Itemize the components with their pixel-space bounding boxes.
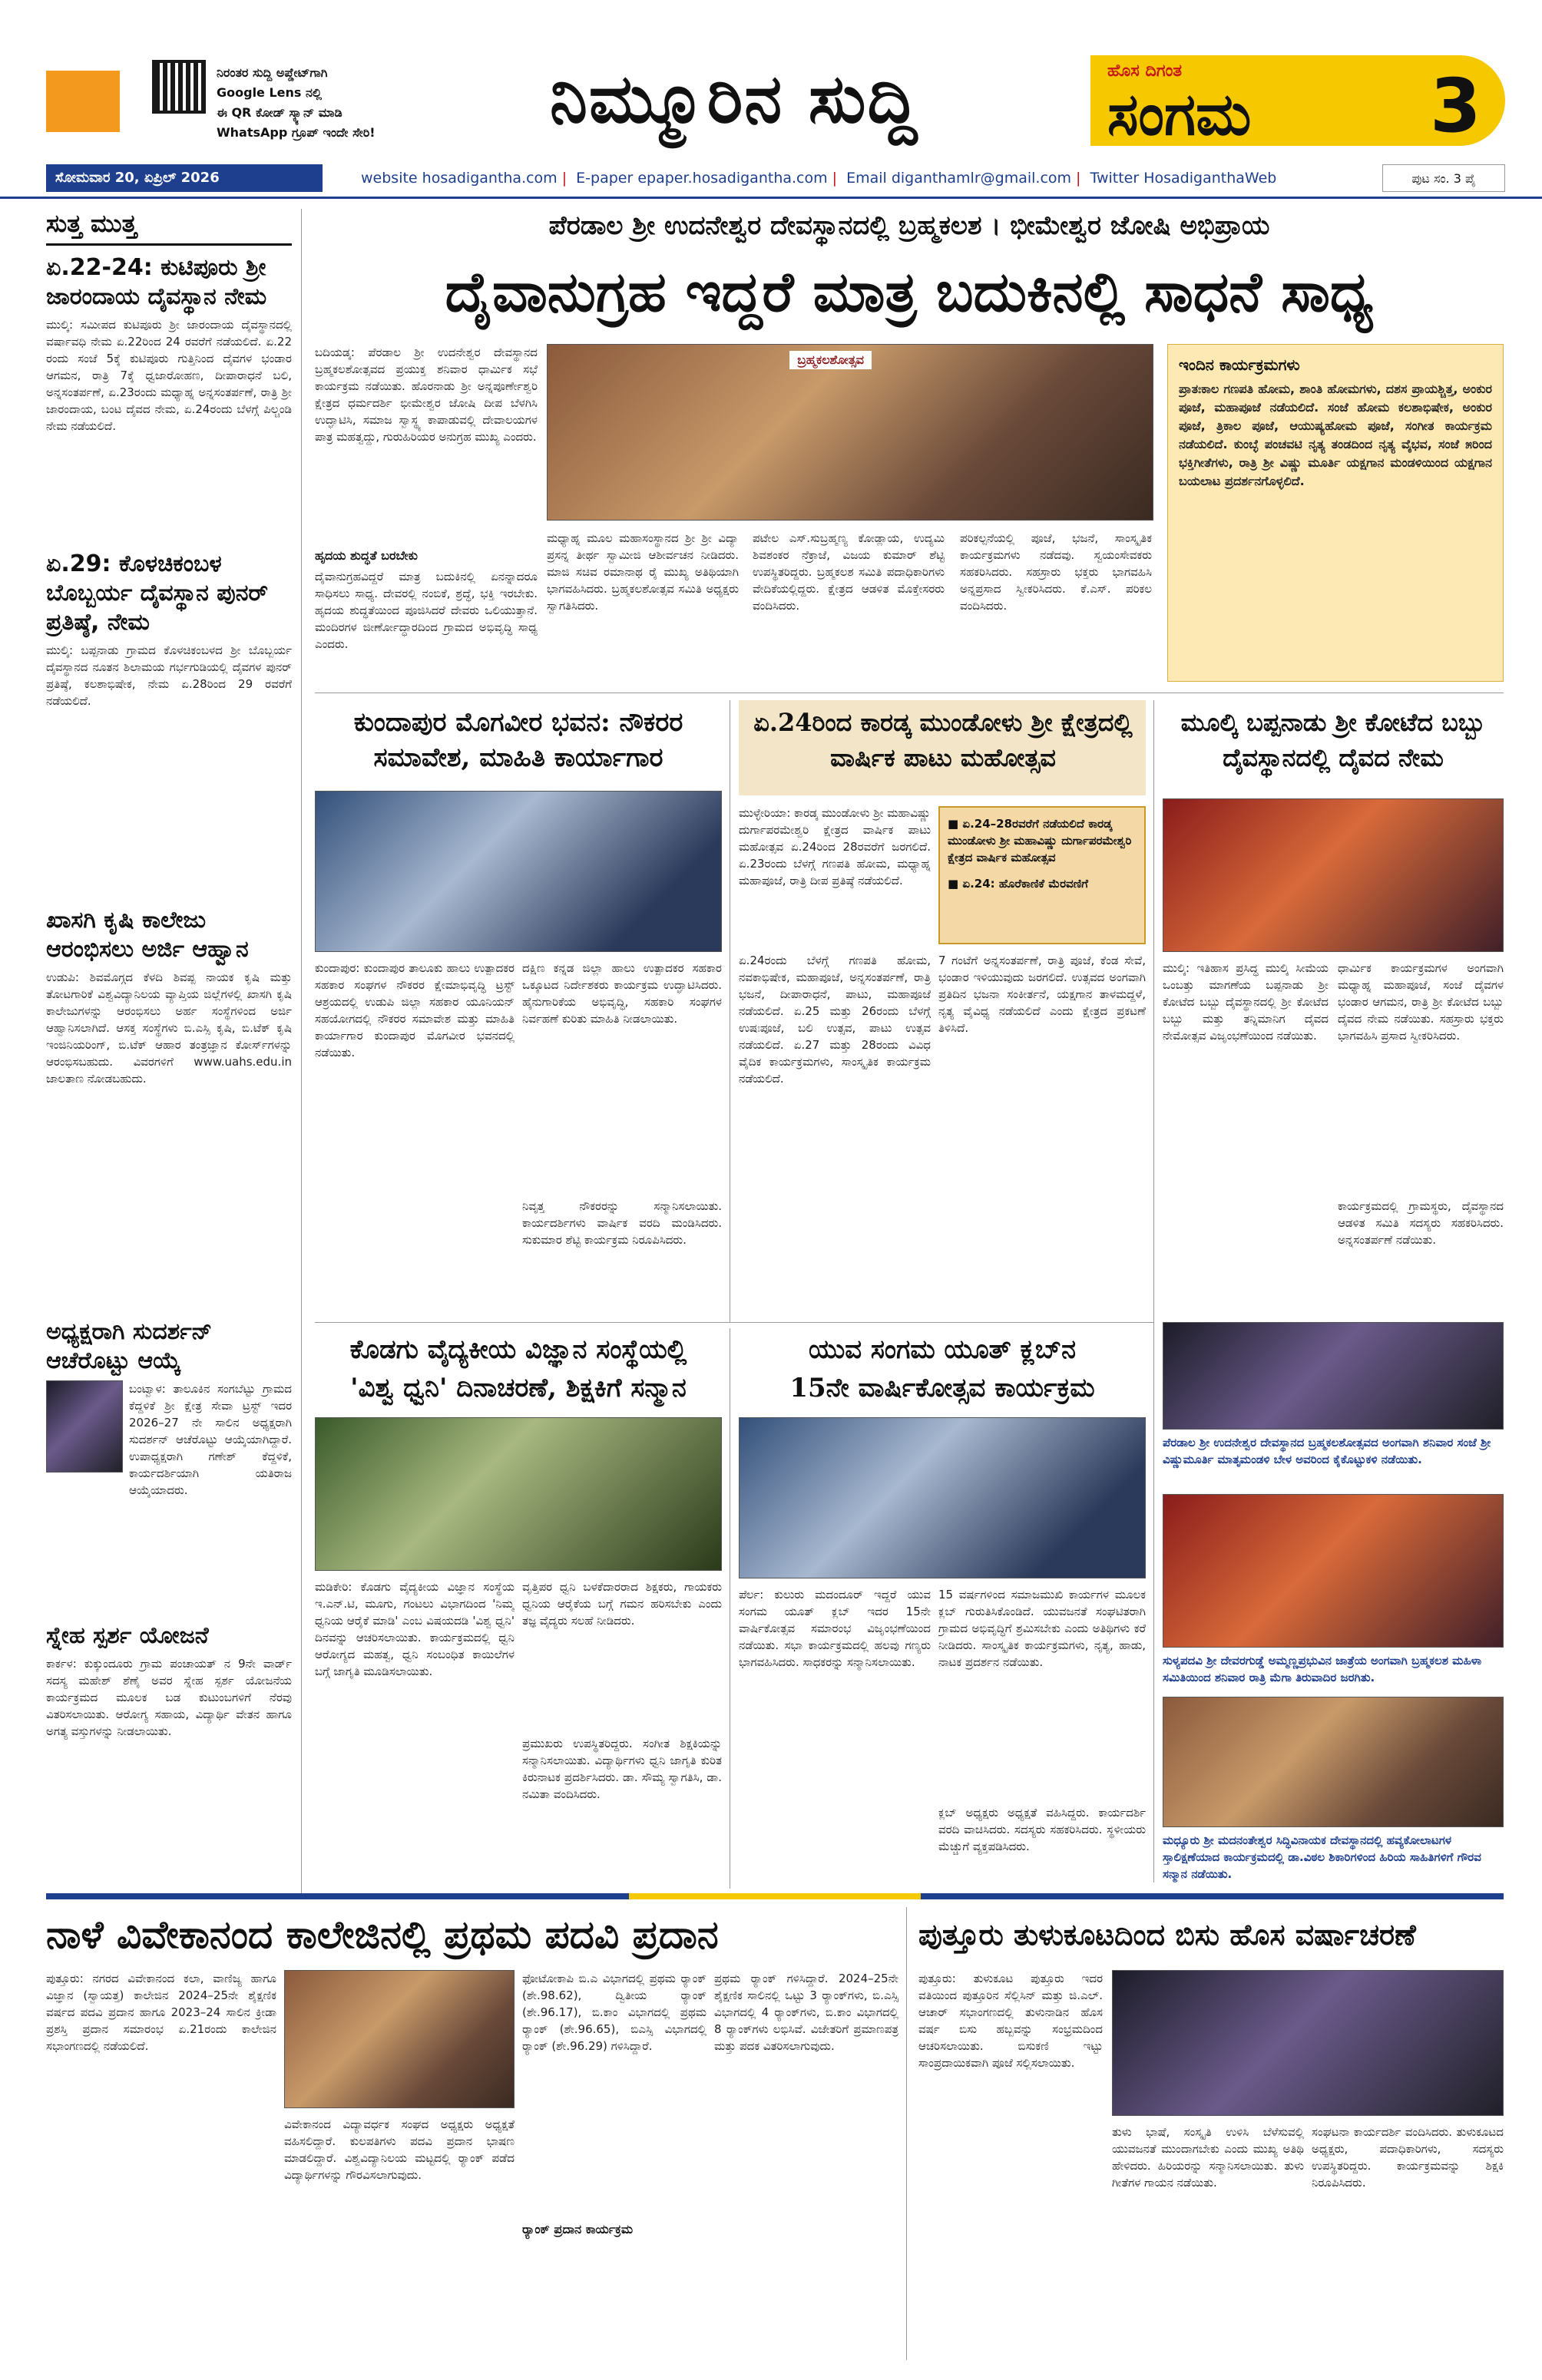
- lead-col-3: ಪಟೇಲ ಎಸ್.ಸುಬ್ರಹ್ಮಣ್ಯ ಕೋಡ್ಲಾಯ, ಉದ್ಯಮಿ ಶಿವಶಂಕರ ನೆಕ್ರಾಜೆ, ವಿಜಯ ಕುಮಾರ್ ಶೆಟ್ಟಿ ಉಪಸ್ಥಿತರಿದ್ದರು. ಬ್ರಹ್ಮಕಲಶ ಸಮಿತಿ ಪದಾಧಿಕಾರಿಗಳು ವೇದಿಕೆಯಲ್ಲಿದ್ದರು. ಕ್ಷೇತ್ರದ ಆಡಳಿತ ಮೊಕ್ತೇಸರರು ವಂದಿಸಿದರು.: [753, 531, 945, 613]
- brand-name: ಹೊಸ ದಿಗಂತ: [1107, 61, 1183, 81]
- sidebar-news-2-headline: ಏ.29: ಕೊಳಚಿಕಂಬಳ ಬೊಬ್ಬರ್ಯ ದೈವಸ್ಥಾನ ಪುನರ್ ಪ್ರತಿಷ್ಠೆ, ನೇಮ: [46, 550, 268, 636]
- twitter-link[interactable]: Twitter HosadiganthaWeb: [1090, 170, 1277, 187]
- qr-line-3: ಈ QR ಕೋಡ್ ಸ್ಕ್ಯಾನ್ ಮಾಡಿ: [217, 105, 342, 120]
- sidebar-title: ಸುತ್ತ ಮುತ್ತ: [46, 209, 292, 246]
- lead-kicker: ಪೆರಡಾಲ ಶ್ರೀ ಉದನೇಶ್ವರ ದೇವಸ್ಥಾನದಲ್ಲಿ ಬ್ರಹ್ಮಕಲಶ । ಭೀಮೇಶ್ವರ ಜೋಷಿ ಅಭಿಪ್ರಾಯ: [548, 210, 1270, 241]
- kodagu-body-1: ಮಡಿಕೇರಿ: ಕೊಡಗು ವೈದ್ಯಕೀಯ ವಿಜ್ಞಾನ ಸಂಸ್ಥೆಯ ಇ.ಎನ್.ಟಿ, ಮೂಗು, ಗಂಟಲು ವಿಭಾಗದಿಂದ 'ನಿಮ್ಮ ಧ್ವನಿಯ ಆರೈಕೆ ಮಾಡಿ' ಎಂಬ ವಿಷಯದಡಿ 'ವಿಶ್ವ ಧ್ವನಿ' ದಿನವನ್ನು ಆಚರಿಸಲಾಯಿತು. ಕಾರ್ಯಕ್ರಮದಲ್ಲಿ ಧ್ವನಿ ಆರೋಗ್ಯದ ಮಹತ್ವ, ಧ್ವನಿ ಸಂಬಂಧಿತ ಕಾಯಿಲೆಗಳ ಬಗ್ಗೆ ಜಾಗೃತಿ ಮೂಡಿಸಲಾಯಿತು.: [315, 1580, 515, 1678]
- sidebar-news-2-body: ಮುಲ್ಕಿ: ಬಪ್ಪನಾಡು ಗ್ರಾಮದ ಕೊಳಚಿಕಂಬಳದ ಶ್ರೀ ಬೊಬ್ಬರ್ಯ ದೈವಸ್ಥಾನದ ನೂತನ ಶಿಲಾಮಯ ಗರ್ಭಗುಡಿಯಲ್ಲಿ ದೈವಗಳ ಪುನರ್ ಪ್ರತಿಷ್ಠೆ, ಕಲಶಾಭಿಷೇಕ, ನೇಮ ಏ.28ರಿಂದ 29 ರವರೆಗೆ ನಡೆಯಲಿದೆ.: [46, 643, 292, 708]
- person-photo: [46, 1380, 123, 1473]
- todays-programs-title: ಇಂದಿನ ಕಾರ್ಯಕ್ರಮಗಳು: [1179, 355, 1300, 374]
- yuva-headline-2: 15ನೇ ವಾರ್ಷಿಕೋತ್ಸವ ಕಾರ್ಯಕ್ರಮ: [789, 1373, 1095, 1403]
- karadka-headline: ಏ.24ರಿಂದ ಕಾರಡ್ಕ ಮುಂಡೋಳು ಶ್ರೀ ಕ್ಷೇತ್ರದಲ್ಲಿ ವಾರ್ಷಿಕ ಪಾಟು ಮಹೋತ್ಸವ: [753, 708, 1133, 772]
- lead-col-1b-text: ದೈವಾನುಗ್ರಹವಿದ್ದರೆ ಮಾತ್ರ ಬದುಕಿನಲ್ಲಿ ಏನನ್ನಾದರೂ ಸಾಧಿಸಲು ಸಾಧ್ಯ. ದೇವರಲ್ಲಿ ನಂಬಿಕೆ, ಶ್ರದ್ಧೆ, ಭಕ್ತಿ ಇರಬೇಕು. ಹೃದಯ ಶುದ್ಧತೆಯಿಂದ ಪೂಜಿಸಿದರೆ ದೇವರು ಒಲಿಯುತ್ತಾನೆ. ಮಂದಿರಗಳ ಜೀರ್ಣೋದ್ಧಾರದಿಂದ ಗ್ರಾಮದ ಅಭಿವೃದ್ಧಿ ಸಾಧ್ಯ ಎಂದರು.: [315, 570, 538, 651]
- row2-divider-2: [1153, 700, 1154, 1883]
- kundapura-photo: [315, 791, 722, 952]
- brand-square: [46, 71, 120, 132]
- bottom-divider: [906, 1907, 907, 2360]
- tulukoota-body-3: ಸಂಘಟನಾ ಕಾರ್ಯದರ್ಶಿ ವಂದಿಸಿದರು. ತುಳುಕೂಟದ ಅಧ್ಯಕ್ಷರು, ಪದಾಧಿಕಾರಿಗಳು, ಸದಸ್ಯರು ಉಪಸ್ಥಿತರಿದ್ದರು. ಕಾರ್ಯಕ್ರಮವನ್ನು ಶಿಕ್ಷಕಿ ನಿರೂಪಿಸಿದರು.: [1312, 2125, 1504, 2190]
- todays-programs-box: [1167, 344, 1504, 682]
- header-divider: [0, 197, 1542, 199]
- website-link[interactable]: website hosadigantha.com: [361, 170, 558, 187]
- kundapura-body-3: ನಿವೃತ್ತ ನೌಕರರನ್ನು ಸನ್ಮಾನಿಸಲಾಯಿತು. ಕಾರ್ಯದರ್ಶಿಗಳು ವಾರ್ಷಿಕ ವರದಿ ಮಂಡಿಸಿದರು. ಸುಕುಮಾರ ಶೆಟ್ಟಿ ಕಾರ್ಯಕ್ರಮ ನಿರೂಪಿಸಿದರು.: [522, 1199, 722, 1247]
- felicitation-photo: [1163, 1697, 1504, 1827]
- vivekananda-body-1: ಪುತ್ತೂರು: ನಗರದ ವಿವೇಕಾನಂದ ಕಲಾ, ವಾಣಿಜ್ಯ ಹಾಗೂ ವಿಜ್ಞಾನ (ಸ್ವಾಯತ್ತ) ಕಾಲೇಜಿನ 2024–25ನೇ ಶೈಕ್ಷಣಿಕ ವರ್ಷದ ಪದವಿ ಪ್ರದಾನ ಹಾಗೂ 2023–24 ಸಾಲಿನ ಕ್ರೀಡಾ ಪ್ರಶಸ್ತಿ ಪ್ರದಾನ ಸಮಾರಂಭ ಏ.21ರಂದು ಕಾಲೇಜಿನ ಸಭಾಂಗಣದಲ್ಲಿ ನಡೆಯಲಿದೆ.: [46, 1972, 276, 2053]
- yuva-body-2: 15 ವರ್ಷಗಳಿಂದ ಸಮಾಜಮುಖಿ ಕಾರ್ಯಗಳ ಮೂಲಕ ಕ್ಲಬ್ ಗುರುತಿಸಿಕೊಂಡಿದೆ. ಯುವಜನತೆ ಸಂಘಟಿತರಾಗಿ ಗ್ರಾಮದ ಅಭಿವೃದ್ಧಿಗೆ ಶ್ರಮಿಸಬೇಕು ಎಂದು ಅತಿಥಿಗಳು ಕರೆ ನೀಡಿದರು. ಸಾಂಸ್ಕೃತಿಕ ಕಾರ್ಯಕ್ರಮಗಳು, ನೃತ್ಯ, ಹಾಡು, ನಾಟಕ ಪ್ರದರ್ಶನ ನಡೆಯಿತು.: [938, 1588, 1146, 1669]
- issue-date: ಸೋಮವಾರ 20, ಏಪ್ರಿಲ್ 2026: [46, 164, 323, 192]
- mulki-photo: [1163, 798, 1504, 952]
- kodagu-body-3: ಪ್ರಮುಖರು ಉಪಸ್ಥಿತರಿದ್ದರು. ಸಂಗೀತ ಶಿಕ್ಷಕಿಯನ್ನು ಸನ್ಮಾನಿಸಲಾಯಿತು. ವಿದ್ಯಾರ್ಥಿಗಳು ಧ್ವನಿ ಜಾಗೃತಿ ಕುರಿತ ಕಿರುನಾಟಕ ಪ್ರದರ್ಶಿಸಿದರು. ಡಾ. ಸೌಮ್ಯ ಸ್ವಾಗತಿಸಿ, ಡಾ. ನಮಿತಾ ವಂದಿಸಿದರು.: [522, 1737, 722, 1801]
- section-stripe: [46, 1893, 1504, 1899]
- sidebar-news-1-body: ಮುಲ್ಕಿ: ಸಮೀಪದ ಕುಟಿಪೂರು ಶ್ರೀ ಜಾರಂದಾಯ ದೈವಸ್ಥಾನದಲ್ಲಿ ವರ್ಷಾವಧಿ ನೇಮ ಏ.22ರಿಂದ 24 ರವರೆಗೆ ನಡೆಯಲಿದೆ. ಏ.22 ರಂದು ಸಂಜೆ 5ಕ್ಕೆ ಕುಟಿಪೂರು ಗುತ್ತಿನಿಂದ ದೈವಗಳ ಭಂಡಾರ ಆಗಮನ, ರಾತ್ರಿ 7ಕ್ಕೆ ಧ್ವಜಾರೋಹಣ, ದೀಪಾರಾಧನೆ ಬಲಿ, ಅನ್ನಸಂತರ್ಪಣೆ, ಏ.23ರಂದು ಮಧ್ಯಾಹ್ನ ಅನ್ನಸಂತರ್ಪಣೆ, ರಾತ್ರಿ ಶ್ರೀ ಜಾರಂದಾಯ, ಬಂಟ ದೈವದ ನೇಮ, ಏ.24ರಂದು ಬೆಳಗ್ಗೆ ಪಿಲ್ಚಂಡಿ ನೇಮ ನಡೆಯಲಿದೆ.: [46, 318, 292, 433]
- kaikottukali-caption: ಪೆರಡಾಲ ಶ್ರೀ ಉದನೇಶ್ವರ ದೇವಸ್ಥಾನದ ಬ್ರಹ್ಮಕಲಶೋತ್ಸವದ ಅಂಗವಾಗಿ ಶನಿವಾರ ಸಂಜೆ ಶ್ರೀ ವಿಷ್ಣುಮೂರ್ತಿ ಮಾತೃಮಂಡಳಿ ಬೇಳ ಅವರಿಂದ ಕೈಕೊಟ್ಟುಕಳಿ ನಡೆಯಿತು.: [1163, 1436, 1491, 1466]
- lead-col-4: ಪರಿಕಲ್ಪನೆಯಲ್ಲಿ ಪೂಜೆ, ಭಜನೆ, ಸಾಂಸ್ಕೃತಿಕ ಕಾರ್ಯಕ್ರಮಗಳು ನಡೆದವು. ಸ್ವಯಂಸೇವಕರು ಸಹಕರಿಸಿದರು. ಸಹಸ್ರಾರು ಭಕ್ತರು ಭಾಗವಹಿಸಿ ಅನ್ನಪ್ರಸಾದ ಸ್ವೀಕರಿಸಿದರು. ಕೆ.ಎಸ್. ಪರಿಕಲ ವಂದಿಸಿದರು.: [960, 531, 1152, 613]
- karadka-body-1: ಮುಳ್ಳೇರಿಯಾ: ಕಾರಡ್ಕ ಮುಂಡೋಳು ಶ್ರೀ ಮಹಾವಿಷ್ಣು ದುರ್ಗಾಪರಮೇಶ್ವರಿ ಕ್ಷೇತ್ರದ ವಾರ್ಷಿಕ ಪಾಟು ಮಹೋತ್ಸವ ಏ.24ರಿಂದ 28ರವರೆಗೆ ಜರಗಲಿದೆ. ಏ.23ರಂದು ಬೆಳಗ್ಗೆ ಗಣಪತಿ ಹೋಮ, ಮಧ್ಯಾಹ್ನ ಮಹಾಪೂಜೆ, ರಾತ್ರಿ ದೀಪ ಪ್ರತಿಷ್ಠೆ ನಡೆಯಲಿದೆ.: [739, 806, 931, 888]
- kaikottukali-photo: [1163, 1322, 1504, 1430]
- karadka-highlight-box: [938, 806, 1146, 944]
- lead-photo: [547, 344, 1153, 521]
- epaper-link[interactable]: E-paper epaper.hosadigantha.com: [576, 170, 828, 187]
- vivekananda-headline: ನಾಳೆ ವಿವೇಕಾನಂದ ಕಾಲೇಜಿನಲ್ಲಿ ಪ್ರಥಮ ಪದವಿ ಪ್ರದಾನ: [46, 1912, 719, 1957]
- photo-banner-text: ಬ್ರಹ್ಮಕಲಶೋತ್ಸವ: [789, 351, 872, 369]
- karadka-body-3: 7 ಗಂಟೆಗೆ ಅನ್ನಸಂತರ್ಪಣೆ, ರಾತ್ರಿ ಪೂಜೆ, ಕೆಂಡ ಸೇವೆ, ಭಂಡಾರ ಇಳಿಯುವುದು ಜರಗಲಿದೆ. ಉತ್ಸವದ ಅಂಗವಾಗಿ ಪ್ರತಿದಿನ ಭಜನಾ ಸಂಕೀರ್ತನೆ, ಯಕ್ಷಗಾನ ತಾಳಮದ್ದಳೆ, ನೃತ್ಯ ವೈವಿಧ್ಯ ನಡೆಯಲಿದೆ ಎಂದು ಕ್ಷೇತ್ರದ ಪ್ರಕಟಣೆ ತಿಳಿಸಿದೆ.: [938, 954, 1146, 1035]
- thiruvathira-photo: [1163, 1494, 1504, 1648]
- masthead-title: ನಿಮ್ಮೂರಿನ ಸುದ್ದಿ: [550, 58, 919, 138]
- kodagu-photo: [315, 1417, 722, 1571]
- yuva-body-1: ಪೆರ್ಲ: ಕುಲುರು ಮದಂದೂರ್ ಇದ್ದರೆ ಯುವ ಸಂಗಮ ಯೂತ್ ಕ್ಲಬ್ ಇದರ 15ನೇ ವಾರ್ಷಿಕೋತ್ಸವ ಸಮಾರಂಭ ವಿಜೃಂಭಣೆಯಿಂದ ನಡೆಯಿತು. ಸಭಾ ಕಾರ್ಯಕ್ರಮದಲ್ಲಿ ಹಲವು ಗಣ್ಯರು ಭಾಗವಹಿಸಿದರು. ಸಾಧಕರನ್ನು ಸನ್ಮಾನಿಸಲಾಯಿತು.: [739, 1588, 931, 1669]
- qr-instructions: [217, 63, 493, 143]
- todays-programs-body: ಪ್ರಾತಃಕಾಲ ಗಣಪತಿ ಹೋಮ, ಶಾಂತಿ ಹೋಮಗಳು, ದಶಸ ಪ್ರಾಯಶ್ಚಿತ್ತ, ಅಂಕುರ ಪೂಜೆ, ಮಹಾಪೂಜೆ ನಡೆಯಲಿದೆ. ಸಂಜೆ ಹೋಮ ಕಲಶಾಭಿಷೇಕ, ಅಂಕುರ ಪೂಜೆ, ತ್ರಿಕಾಲ ಪೂಜೆ, ಆಯುಷ್ಯಹೋಮ ಪೂಜೆ, ಸಂಗೀತ ಕಾರ್ಯಕ್ರಮ ನಡೆಯಲಿದೆ. ಕುಂಬ್ಳೆ ಪಂಚವಟಿ ನೃತ್ಯ ತಂಡದಿಂದ ನೃತ್ಯ ವೈಭವ, ಸಂಜೆ ೫ರಿಂದ ಭಕ್ತಿಗೀತೆಗಳು, ರಾತ್ರಿ ಶ್ರೀ ವಿಷ್ಣು ಮೂರ್ತಿ ಯಕ್ಷಗಾನ ಮಂಡಳಿಯಿಂದ ಯಕ್ಷಗಾನ ಬಯಲಾಟ ಪ್ರದರ್ಶನಗೊಳ್ಳಲಿದೆ.: [1179, 382, 1492, 488]
- karadka-bullet-1: ■ ಏ.24–28ರವರೆಗೆ ನಡೆಯಲಿದೆ ಕಾರಡ್ಕ ಮುಂಡೋಳು ಶ್ರೀ ಮಹಾವಿಷ್ಣು ದುರ್ಗಾಪರಮೇಶ್ವರಿ ಕ್ಷೇತ್ರದ ವಾರ್ಷಿಕ ಮಹೋತ್ಸವ: [948, 817, 1132, 864]
- yuva-headline-1: ಯುವ ಸಂಗಮ ಯೂತ್ ಕ್ಲಬ್‌ನ: [808, 1334, 1077, 1365]
- qr-code-icon[interactable]: [152, 60, 206, 114]
- felicitation-caption: ಮಧ್ಯೂರು ಶ್ರೀ ಮದನಂತೇಶ್ವರ ಸಿದ್ಧಿವಿನಾಯಕ ದೇವಸ್ಥಾನದಲ್ಲಿ ಹವ್ಯಕೋಲಾಟಗಳ ಸ್ತಾಲಿಕ್ಷಣೆಯಾದ ಕಾರ್ಯಕ್ರಮದಲ್ಲಿ ಡಾ.ವಿಠಲ ಶಿಕಾರಿಗಳಿಂದ ಹಿರಿಯ ಸಾಹಿತಿಗಳಿಗೆ ಗೌರವ ಸನ್ಮಾನ ನಡೆಯಿತು.: [1163, 1833, 1481, 1881]
- sidebar-news-1-headline: ಏ.22-24: ಕುಟಿಪೂರು ಶ್ರೀ ಜಾರಂದಾಯ ದೈವಸ್ಥಾನ ನೇಮ: [46, 254, 267, 310]
- sidebar-news-3-body: ಉಡುಪಿ: ಶಿವಮೊಗ್ಗದ ಕೆಳದಿ ಶಿವಪ್ಪ ನಾಯಕ ಕೃಷಿ ಮತ್ತು ತೋಟಗಾರಿಕೆ ವಿಶ್ವವಿದ್ಯಾನಿಲಯ ವ್ಯಾಪ್ತಿಯ ಜಿಲ್ಲೆಗಳಲ್ಲಿ ಖಾಸಗಿ ಕೃಷಿ ಕಾಲೇಜುಗಳನ್ನು ಆರಂಭಿಸಲು ಅರ್ಹ ಸಂಸ್ಥೆಗಳಿಂದ ಅರ್ಜಿ ಆಹ್ವಾನಿಸಲಾಗಿದೆ. ಆಸಕ್ತ ಸಂಸ್ಥೆಗಳು ಬಿ.ಎಸ್ಸಿ ಕೃಷಿ, ಬಿ.ಟೆಕ್ ಕೃಷಿ ಇಂಜಿನಿಯರಿಂಗ್, ಬಿ.ಟೆಕ್ ಆಹಾರ ತಂತ್ರಜ್ಞಾನ ಕೋರ್ಸ್‌ಗಳನ್ನು ಆರಂಭಿಸಬಹುದು. ವಿವರಗಳಿಗೆ www.uahs.edu.in ಜಾಲತಾಣ ನೋಡಬಹುದು.: [46, 970, 292, 1086]
- row2-bottom-rule: [315, 1322, 1153, 1323]
- mulki-body-2: ಧಾರ್ಮಿಕ ಕಾರ್ಯಕ್ರಮಗಳ ಅಂಗವಾಗಿ ಮಧ್ಯಾಹ್ನ ಮಹಾಪೂಜೆ, ಸಂಜೆ ದೈವಗಳ ಭಂಡಾರ ಆಗಮನ, ರಾತ್ರಿ ಶ್ರೀ ಕೋಟೆದ ಬಬ್ಬು ದೈವದ ನೇಮ ನಡೆಯಿತು. ಸಹಸ್ರಾರು ಭಕ್ತರು ಭಾಗವಹಿಸಿ ಪ್ರಸಾದ ಸ್ವೀಕರಿಸಿದರು.: [1338, 961, 1504, 1043]
- sidebar: [46, 209, 292, 1890]
- sidebar-news-4-body: ಬಂಟ್ವಾಳ: ತಾಲೂಕಿನ ಸಂಗಬೆಟ್ಟು ಗ್ರಾಮದ ಕೆದ್ದಳಿಕೆ ಶ್ರೀ ಕ್ಷೇತ್ರ ಸೇವಾ ಟ್ರಸ್ಟ್ ಇದರ 2026–27 ನೇ ಸಾಲಿನ ಅಧ್ಯಕ್ಷರಾಗಿ ಸುದರ್ಶನ್ ಆಚೆರೊಟ್ಟು ಆಯ್ಕೆಯಾಗಿದ್ದಾರೆ. ಉಪಾಧ್ಯಕ್ಷರಾಗಿ ಗಣೇಶ್ ಕೆದ್ದಳಿಕೆ, ಕಾರ್ಯದರ್ಶಿಯಾಗಿ ಯತಿರಾಜ ಆಯ್ಕೆಯಾದರು.: [129, 1382, 292, 1497]
- page-number: 3: [1430, 63, 1481, 149]
- kodagu-headline-1: ಕೊಡಗು ವೈದ್ಯಕೀಯ ವಿಜ್ಞಾನ ಸಂಸ್ಥೆಯಲ್ಲಿ: [349, 1334, 687, 1365]
- tulukoota-headline: ಪುತ್ತೂರು ತುಳುಕೂಟದಿಂದ ಬಿಸು ಹೊಸ ವರ್ಷಾಚರಣೆ: [918, 1917, 1416, 1952]
- tulukoota-body-2: ತುಳು ಭಾಷೆ, ಸಂಸ್ಕೃತಿ ಉಳಿಸಿ ಬೆಳೆಸುವಲ್ಲಿ ಯುವಜನತೆ ಮುಂದಾಗಬೇಕು ಎಂದು ಮುಖ್ಯ ಅತಿಥಿ ಹೇಳಿದರು. ಹಿರಿಯರನ್ನು ಸನ್ಮಾನಿಸಲಾಯಿತು. ತುಳು ಗೀತೆಗಳ ಗಾಯನ ನಡೆಯಿತು.: [1112, 2125, 1304, 2190]
- thiruvathira-caption: ಸುಳ್ಯಪದವಿ ಶ್ರೀ ದೇವರಗುಡ್ಡೆ ಅಮ್ಮಣ್ಣಪ್ರಭುವಿನ ಜಾತ್ರೆಯ ಅಂಗವಾಗಿ ಬ್ರಹ್ಮಕಲಶ ಮಹಿಳಾ ಸಮಿತಿಯಿಂದ ಶನಿವಾರ ರಾತ್ರಿ ಮೆಗಾ ತಿರುವಾದಿರ ಜರಗಿತು.: [1163, 1654, 1482, 1684]
- vivekananda-body-3: ಫೋಟೋಕಾಪಿ ಬಿ.ಎ ವಿಭಾಗದಲ್ಲಿ ಪ್ರಥಮ ರ‍್ಯಾಂಕ್ (ಶೇ.98.62), ದ್ವಿತೀಯ ರ‍್ಯಾಂಕ್ (ಶೇ.96.17), ಬಿ.ಕಾಂ ವಿಭಾಗದಲ್ಲಿ ಪ್ರಥಮ ರ‍್ಯಾಂಕ್ (ಶೇ.96.65), ಬಿಎಸ್ಸಿ ವಿಭಾಗದಲ್ಲಿ ರ‍್ಯಾಂಕ್ (ಶೇ.96.29) ಗಳಿಸಿದ್ದಾರೆ.: [522, 1972, 706, 2053]
- yuva-body-3: ಕ್ಲಬ್ ಅಧ್ಯಕ್ಷರು ಅಧ್ಯಕ್ಷತೆ ವಹಿಸಿದ್ದರು. ಕಾರ್ಯದರ್ಶಿ ವರದಿ ವಾಚಿಸಿದರು. ಸದಸ್ಯರು ಸಹಕರಿಸಿದರು. ಸ್ಥಳೀಯರು ಮೆಚ್ಚುಗೆ ವ್ಯಕ್ತಪಡಿಸಿದರು.: [938, 1806, 1146, 1853]
- yuva-photo: [739, 1417, 1146, 1578]
- mulki-headline: ಮೂಲ್ಕಿ ಬಪ್ಪನಾಡು ಶ್ರೀ ಕೋಟೆದ ಬಬ್ಬು ದೈವಸ್ಥಾನದಲ್ಲಿ ದೈವದ ನೇಮ: [1180, 708, 1486, 772]
- lead-headline: ದೈವಾನುಗ್ರಹ ಇದ್ದರೆ ಮಾತ್ರ ಬದುಕಿನಲ್ಲಿ ಸಾಧನೆ ಸಾಧ್ಯ: [445, 259, 1374, 324]
- email-link[interactable]: Email diganthamlr@gmail.com: [846, 170, 1072, 187]
- sidebar-news-5-body: ಕಾರ್ಕಳ: ಕುಕ್ಕುಂದೂರು ಗ್ರಾಮ ಪಂಚಾಯತ್ ನ 9ನೇ ವಾರ್ಡ್ ಸದಸ್ಯ ಮಹೇಶ್ ಶೆಣೈ ಅವರ ಸ್ನೇಹ ಸ್ಪರ್ಶ ಯೋಜನೆಯ ಕಾರ್ಯಕ್ರಮದ ಮೂಲಕ ಬಡ ಕುಟುಂಬಗಳಿಗೆ ನೆರವು ವಿತರಿಸಲಾಯಿತು. ಆರೋಗ್ಯ ಸಹಾಯ, ವಿದ್ಯಾರ್ಥಿ ವೇತನ ಹಾಗೂ ಅಗತ್ಯ ವಸ್ತುಗಳನ್ನು ನೀಡಲಾಯಿತು.: [46, 1657, 292, 1738]
- kundapura-body-2: ದಕ್ಷಿಣ ಕನ್ನಡ ಜಿಲ್ಲಾ ಹಾಲು ಉತ್ಪಾದಕರ ಸಹಕಾರ ಒಕ್ಕೂಟದ ನಿರ್ದೇಶಕರು ಕಾರ್ಯಕ್ರಮ ಉದ್ಘಾಟಿಸಿದರು. ಹೈನುಗಾರಿಕೆಯ ಅಭಿವೃದ್ಧಿ, ಸಹಕಾರಿ ಸಂಘಗಳ ನಿರ್ವಹಣೆ ಕುರಿತು ಮಾಹಿತಿ ನೀಡಲಾಯಿತು.: [522, 961, 722, 1026]
- sidebar-divider: [301, 209, 302, 1898]
- rank-subhead: ರ‍್ಯಾಂಕ್ ಪ್ರದಾನ ಕಾರ್ಯಕ್ರಮ: [522, 2222, 634, 2236]
- section-title: ಸಂಗಮ: [1107, 80, 1252, 148]
- kundapura-body-1: ಕುಂದಾಪುರ: ಕುಂದಾಪುರ ತಾಲೂಕು ಹಾಲು ಉತ್ಪಾದಕರ ಸಹಕಾರ ಸಂಘಗಳ ನೌಕರರ ಕ್ಷೇಮಾಭಿವೃದ್ಧಿ ಟ್ರಸ್ಟ್ ಆಶ್ರಯದಲ್ಲಿ ಉಡುಪಿ ಜಿಲ್ಲಾ ಸಹಕಾರ ಯೂನಿಯನ್ ಸಹಯೋಗದಲ್ಲಿ ನೌಕರರ ಸಮಾವೇಶ ಮತ್ತು ಮಾಹಿತಿ ಕಾರ್ಯಾಗಾರ ಕುಂದಾಪುರ ಮೊಗವೀರ ಭವನದಲ್ಲಿ ನಡೆಯಿತು.: [315, 961, 515, 1059]
- qr-line-2: Google Lens ನಲ್ಲಿ: [217, 85, 322, 100]
- lead-subhead: ಹೃದಯ ಶುದ್ಧತೆ ಬರಬೇಕು: [315, 548, 418, 563]
- kodagu-body-2: ವೃತ್ತಿಪರ ಧ್ವನಿ ಬಳಕೆದಾರರಾದ ಶಿಕ್ಷಕರು, ಗಾಯಕರು ಧ್ವನಿಯ ಆರೈಕೆಯ ಬಗ್ಗೆ ಗಮನ ಹರಿಸಬೇಕು ಎಂದು ತಜ್ಞ ವೈದ್ಯರು ಸಲಹೆ ನೀಡಿದರು.: [522, 1580, 722, 1628]
- sidebar-news-3-headline: ಖಾಸಗಿ ಕೃಷಿ ಕಾಲೇಜು ಆರಂಭಿಸಲು ಅರ್ಜಿ ಆಹ್ವಾನ: [46, 907, 249, 963]
- vivekananda-body-4: ಪ್ರಥಮ ರ‍್ಯಾಂಕ್ ಗಳಿಸಿದ್ದಾರೆ. 2024–25ನೇ ಶೈಕ್ಷಣಿಕ ಸಾಲಿನಲ್ಲಿ ಒಟ್ಟು 3 ರ‍್ಯಾಂಕ್‌ಗಳು, ಬಿ.ಎಸ್ಸಿ ವಿಭಾಗದಲ್ಲಿ 4 ರ‍್ಯಾಂಕ್‌ಗಳು, ಬಿ.ಕಾಂ ವಿಭಾಗದಲ್ಲಿ 8 ರ‍್ಯಾಂಕ್‌ಗಳು ಲಭಿಸಿವೆ. ವಿಜೇತರಿಗೆ ಪ್ರಮಾಣಪತ್ರ ಮತ್ತು ಪದಕ ವಿತರಿಸಲಾಗುವುದು.: [714, 1972, 898, 2053]
- tulukoota-body-1: ಪುತ್ತೂರು: ತುಳುಕೂಟ ಪುತ್ತೂರು ಇದರ ವತಿಯಿಂದ ಪುತ್ತೂರಿನ ಸೆಲ್ಲಿಸಿನ್ ಮತ್ತು ಜಿ.ಎಲ್. ಆಚಾರ್ ಸಭಾಂಗಣದಲ್ಲಿ ತುಳುನಾಡಿನ ಹೊಸ ವರ್ಷ ಬಿಸು ಹಬ್ಬವನ್ನು ಸಂಭ್ರಮದಿಂದ ಆಚರಿಸಲಾಯಿತು. ಬಿಸುಕಣಿ ಇಟ್ಟು ಸಾಂಪ್ರದಾಯಿಕವಾಗಿ ಪೂಜೆ ಸಲ್ಲಿಸಲಾಯಿತು.: [918, 1972, 1103, 2070]
- college-photo: [284, 1970, 515, 2108]
- kundapura-headline: ಕುಂದಾಪುರ ಮೊಗವೀರ ಭವನ: ನೌಕರರ ಸಮಾವೇಶ, ಮಾಹಿತಿ ಕಾರ್ಯಾಗಾರ: [353, 707, 683, 773]
- sidebar-news-5-headline: ಸ್ನೇಹ ಸ್ಪರ್ಶ ಯೋಜನೆ: [46, 1622, 209, 1649]
- lead-col-2: ಮಧ್ಯಾಹ್ನ ಮೂಲ ಮಹಾಸಂಸ್ಥಾನದ ಶ್ರೀ ಶ್ರೀ ವಿದ್ಯಾ ಪ್ರಸನ್ನ ತೀರ್ಥ ಸ್ವಾಮೀಜಿ ಆಶೀರ್ವಚನ ನೀಡಿದರು. ಮಾಜಿ ಸಚಿವ ರಮಾನಾಥ ರೈ ಮುಖ್ಯ ಅತಿಥಿಯಾಗಿ ಭಾಗವಹಿಸಿದರು. ಬ್ರಹ್ಮಕಲಶೋತ್ಸವ ಸಮಿತಿ ಅಧ್ಯಕ್ಷರು ಸ್ವಾಗತಿಸಿದರು.: [547, 531, 739, 613]
- karadka-bullet-2: ■ ಏ.24: ಹೊರೆಕಾಣಿಕೆ ಮೆರವಣಿಗೆ: [948, 877, 1088, 891]
- sidebar-news-4-headline: ಅಧ್ಯಕ್ಷರಾಗಿ ಸುದರ್ಶನ್ ಆಚೆರೊಟ್ಟು ಆಯ್ಕೆ: [46, 1318, 213, 1374]
- vivekananda-body-2: ವಿವೇಕಾನಂದ ವಿದ್ಯಾವರ್ಧಕ ಸಂಘದ ಅಧ್ಯಕ್ಷರು ಅಧ್ಯಕ್ಷತೆ ವಹಿಸಲಿದ್ದಾರೆ. ಕುಲಪತಿಗಳು ಪದವಿ ಪ್ರದಾನ ಭಾಷಣ ಮಾಡಲಿದ್ದಾರೆ. ವಿಶ್ವವಿದ್ಯಾನಿಲಯ ಮಟ್ಟದಲ್ಲಿ ರ‍್ಯಾಂಕ್ ಪಡೆದ ವಿದ್ಯಾರ್ಥಿಗಳನ್ನು ಗೌರವಿಸಲಾಗುವುದು.: [284, 2117, 515, 2182]
- qr-line-1: ನಿರಂತರ ಸುದ್ದಿ ಅಪ್ಡೇಟ್‌ಗಾಗಿ: [217, 65, 328, 80]
- lead-col-1: [315, 344, 538, 683]
- mulki-body-3: ಕಾರ್ಯಕ್ರಮದಲ್ಲಿ ಗ್ರಾಮಸ್ಥರು, ದೈವಸ್ಥಾನದ ಆಡಳಿತ ಸಮಿತಿ ಸದಸ್ಯರು ಸಹಕರಿಸಿದರು. ಅನ್ನಸಂತರ್ಪಣೆ ನಡೆಯಿತು.: [1338, 1199, 1504, 1247]
- karadka-body-2: ಏ.24ರಂದು ಬೆಳಗ್ಗೆ ಗಣಪತಿ ಹೋಮ, ನವಕಾಭಿಷೇಕ, ಮಹಾಪೂಜೆ, ಅನ್ನಸಂತರ್ಪಣೆ, ರಾತ್ರಿ ಭಜನೆ, ದೀಪಾರಾಧನೆ, ಪಾಟು, ಮಹಾಪೂಜೆ ನಡೆಯಲಿದೆ. ಏ.25 ಮತ್ತು 26ರಂದು ಬೆಳಗ್ಗೆ ಉಷಃಪೂಜೆ, ಬಲಿ ಉತ್ಸವ, ಪಾಟು ಉತ್ಸವ ನಡೆಯಲಿದೆ. ಏ.27 ಮತ್ತು 28ರಂದು ವಿವಿಧ ವೈದಿಕ ಕಾರ್ಯಕ್ರಮಗಳು, ಸಾಂಸ್ಕೃತಿಕ ಕಾರ್ಯಕ್ರಮ ನಡೆಯಲಿದೆ.: [739, 954, 931, 1086]
- qr-line-4: WhatsApp ಗ್ರೂಪ್ ಇಂದೇ ಸೇರಿ!: [217, 125, 376, 140]
- contact-links: website hosadigantha.com | E-paper epaper.hosadigantha.com | Email diganthamlr@gmail.com | Twitter HosadiganthaWeb: [361, 170, 1277, 187]
- tulukoota-photo: [1112, 1970, 1504, 2116]
- mulki-body-1: ಮುಲ್ಕಿ: ಇತಿಹಾಸ ಪ್ರಸಿದ್ಧ ಮುಲ್ಕಿ ಸೀಮೆಯ ಒಂಬತ್ತು ಮಾಗಣೆಯ ಬಪ್ಪನಾಡು ಶ್ರೀ ಕೋಟೆದ ಬಬ್ಬು ದೈವಸ್ಥಾನದಲ್ಲಿ ಶ್ರೀ ಕೋಟೆದ ಬಬ್ಬು ಮತ್ತು ತನ್ನಿಮಾನಿಗ ದೈವದ ನೇಮೋತ್ಸವ ವಿಜೃಂಭಣೆಯಿಂದ ನಡೆಯಿತು.: [1163, 961, 1329, 1043]
- page-label: ಪುಟ ಸಂ. 3 ಪೈ: [1382, 164, 1505, 192]
- kodagu-headline-2: 'ವಿಶ್ವ ಧ್ವನಿ' ದಿನಾಚರಣೆ, ಶಿಕ್ಷಕಿಗೆ ಸನ್ಮಾನ: [350, 1373, 687, 1403]
- lead-col-1-text: ಬದಿಯಡ್ಕ: ಪೆರಡಾಲ ಶ್ರೀ ಉದನೇಶ್ವರ ದೇವಸ್ಥಾನದ ಬ್ರಹ್ಮಕಲಶೋತ್ಸವದ ಪ್ರಯುಕ್ತ ಶನಿವಾರ ಧಾರ್ಮಿಕ ಸಭೆ ಕಾರ್ಯಕ್ರಮ ನಡೆಯಿತು. ಹೊರನಾಡು ಶ್ರೀ ಅನ್ನಪೂರ್ಣೇಶ್ವರಿ ಕ್ಷೇತ್ರದ ಧರ್ಮದರ್ಶಿ ಭೀಮೇಶ್ವರ ಜೋಷಿ ದೀಪ ಬೆಳಗಿಸಿ ಉದ್ಘಾಟಿಸಿ, ಸಮಾಜ ಸ್ವಾಸ್ಥ್ಯ ಕಾಪಾಡುವಲ್ಲಿ ದೇವಾಲಯಗಳ ಪಾತ್ರ ಮಹತ್ವದ್ದು, ಗುರುಹಿರಿಯರ ಅನುಗ್ರಹ ಮುಖ್ಯ ಎಂದರು.: [315, 345, 538, 444]
